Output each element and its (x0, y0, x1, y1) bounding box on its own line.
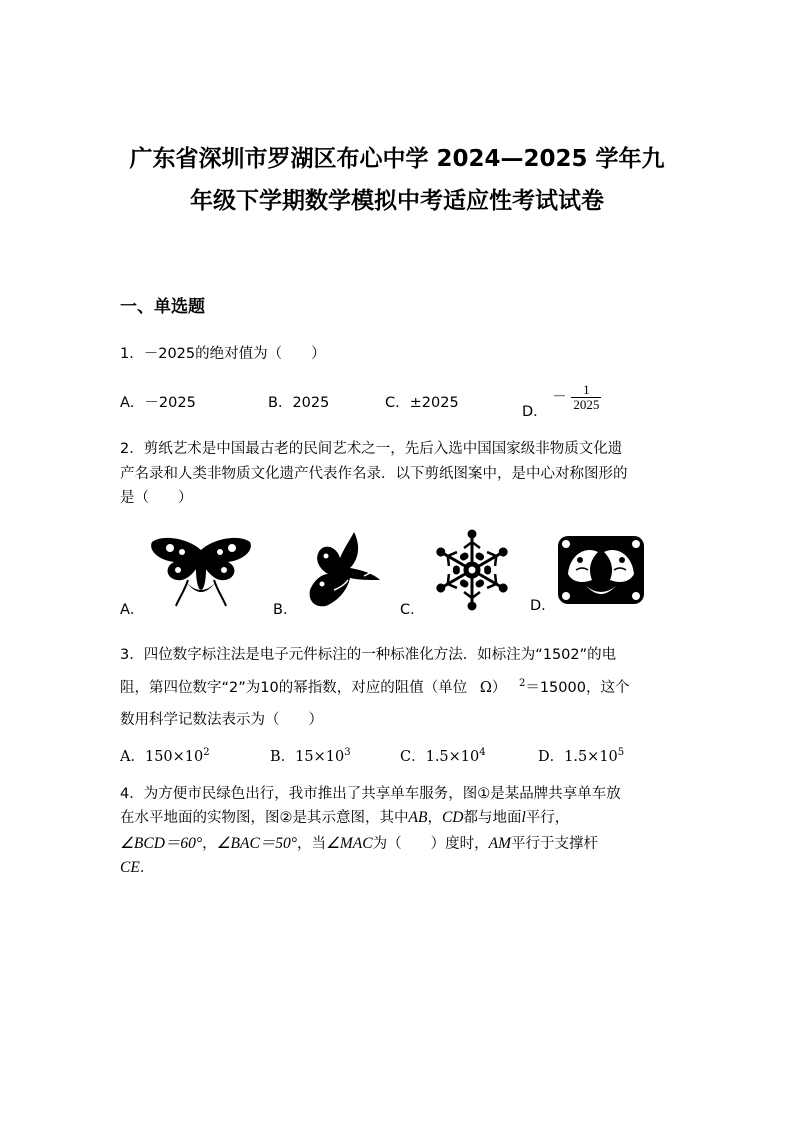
q1-option-c: C．±2025 (385, 395, 459, 411)
q4-ground-l: l (521, 809, 526, 826)
q3-option-d (538, 745, 624, 766)
q1-option-a: A．－2025 (120, 395, 196, 411)
q4-sep: ， (202, 836, 217, 852)
q3-option-a (120, 745, 210, 766)
q3-line2-text: 阻，第四位数字“2”为10的幂指数，对应的阻值（单位 (120, 680, 468, 696)
q1-stem: 1．－2025的绝对值为（ ） (120, 346, 326, 362)
q4-line1: 4．为方便市民绿色出行，我市推出了共享单车服务，图①是某品牌共享单车放 (120, 786, 621, 802)
exam-title-line2: 年级下学期数学模拟中考适应性考试试卷 (190, 188, 604, 214)
q4-line3-end: 平行于支撑杆 (511, 836, 598, 852)
q2-line1: 2．剪纸艺术是中国最古老的民间艺术之一，先后入选中国国家级非物质文化遗 (120, 441, 623, 457)
q1-option-d-fraction (571, 383, 601, 412)
q3-option-a-exp: 2 (203, 747, 210, 759)
q2-line2: 产名录和人类非物质文化遗产代表作名录．以下剪纸图案中，是中心对称图形的 (120, 466, 628, 482)
section-heading: 一、单选题 (120, 297, 205, 317)
q4-line3 (120, 831, 598, 853)
q3-option-b-base: B．15×10 (270, 749, 345, 765)
q4-when: ，当 (296, 836, 326, 852)
q4-line2-mid: 都与地面 (463, 810, 522, 826)
q1-option-b: B．2025 (268, 395, 330, 411)
fraction-denominator: 2025 (573, 397, 600, 412)
q4-comma: ， (427, 810, 442, 826)
q4-line4 (120, 856, 154, 877)
q4-blank-text: 为（ ）度时， (372, 836, 489, 852)
q3-superscript: 2 (518, 678, 526, 690)
q3-option-c-exp: 4 (479, 747, 486, 759)
q3-line2-end: ＝15000，这个 (525, 680, 630, 696)
q3-line3: 数用科学记数法表示为（ ） (120, 712, 323, 728)
q4-angle-bcd: ∠BCD＝60° (120, 835, 203, 852)
exam-title-line1: 广东省深圳市罗湖区布心中学 2024—2025 学年九 (129, 146, 665, 172)
q4-angle-mac: ∠MAC (325, 835, 373, 852)
q1-option-d-label: D． (522, 403, 548, 420)
butterfly-papercut-icon (148, 530, 254, 610)
q3-omega: Ω） (479, 680, 507, 696)
q2-label-d: D． (530, 598, 556, 614)
q3-option-c (400, 745, 486, 766)
q4-segment-ab: AB (408, 809, 428, 826)
fraction-numerator: 1 (571, 383, 601, 398)
q4-line2 (120, 806, 569, 827)
q1-option-d-sign: － (552, 389, 567, 406)
q2-label-c: C． (400, 602, 425, 618)
q4-line2-end: 平行， (525, 810, 570, 826)
q3-option-d-exp: 5 (617, 747, 625, 759)
swallow-papercut-icon (304, 530, 382, 610)
q4-segment-cd: CD (441, 809, 464, 826)
q2-line3: 是（ ） (120, 490, 193, 506)
q3-line1: 3．四位数字标注法是电子元件标注的一种标准化方法．如标注为“1502”的电 (120, 647, 617, 663)
q4-segment-ce: CE (120, 859, 140, 876)
fish-papercut-icon (556, 534, 646, 606)
q3-option-c-base: C．1.5×10 (400, 749, 480, 765)
q2-label-a: A． (120, 602, 145, 618)
q4-period: ． (139, 860, 155, 876)
q1-option-d (522, 382, 601, 420)
q3-option-b-exp: 3 (344, 747, 351, 759)
q3-option-a-base: A．150×10 (120, 749, 204, 765)
q3-option-d-base: D．1.5×10 (538, 749, 618, 765)
q3-option-b (270, 745, 351, 766)
q2-label-b: B． (273, 602, 298, 618)
snowflake-papercut-icon (428, 528, 516, 612)
q4-segment-am: AM (488, 835, 511, 852)
q4-angle-bac: ∠BAC＝50° (216, 835, 297, 852)
q3-line2 (120, 676, 629, 697)
q4-line2-text: 在水平地面的实物图，图②是其示意图，其中 (120, 810, 409, 826)
